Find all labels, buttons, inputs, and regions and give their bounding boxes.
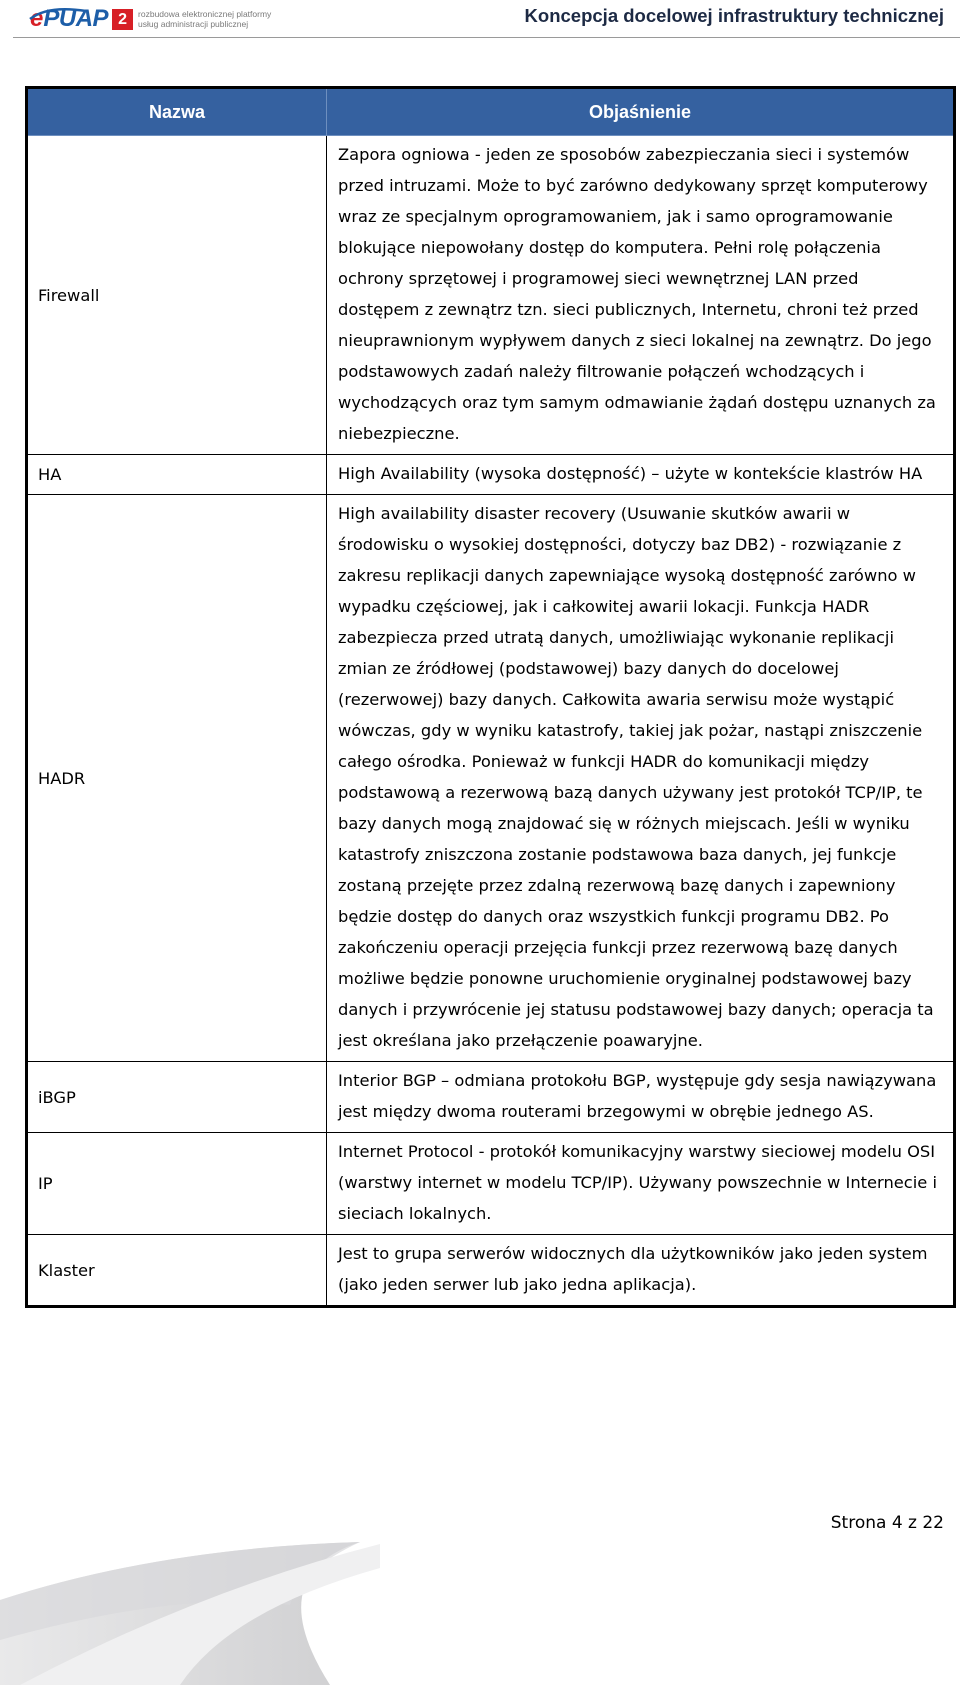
page-number: Strona 4 z 22 — [830, 1513, 944, 1533]
logo-badge: 2 — [112, 9, 133, 30]
table-row — [27, 1133, 955, 1235]
footer-swoosh-decoration — [0, 1530, 960, 1685]
table-row — [27, 1062, 955, 1133]
term-cell: iBGP — [27, 1062, 327, 1133]
definition-cell: Interior BGP – odmiana protokołu BGP, występuje gdy sesja nawiązywana jest między dwoma routerami brzegowymi w obrębie jednego AS. — [327, 1062, 955, 1133]
logo-swoosh-icon — [28, 7, 88, 21]
epuap2-logo — [30, 6, 271, 32]
table-header-row — [27, 88, 955, 136]
table-row — [27, 1235, 955, 1307]
document-title: Koncepcja docelowej infrastruktury technicznej — [524, 5, 944, 26]
definition-cell: Zapora ogniowa - jeden ze sposobów zabezpieczania sieci i systemów przed intruzami. Może to być zarówno dedykowany sprzęt komputerowy wraz ze specjalnym oprogramowaniem, jak i samo oprogramowanie blokujące niepowołany dostęp do komputera. Pełni rolę połączenia ochrony sprzętowej i programowej sieci wewnętrznej LAN przed dostępem z zewnątrz tzn. sieci publicznych, Internetu, chroni też przed nieuprawnionym wypływem danych z sieci lokalnej na zewnątrz. Do jego podstawowych zadań należy filtrowanie połączeń wchodzących i wychodzących oraz tym samym odmawianie żądań dostępu uznanych za niebezpieczne. — [327, 136, 955, 455]
logo-subtitle-line2: usług administracji publicznej — [138, 19, 249, 29]
definition-cell: Internet Protocol - protokół komunikacyjny warstwy sieciowej modelu OSI (warstwy internet w modelu TCP/IP). Używany powszechnie w Internecie i sieciach lokalnych. — [327, 1133, 955, 1235]
definition-cell: High availability disaster recovery (Usuwanie skutków awarii w środowisku o wysokiej dostępności, dotyczy baz DB2) - rozwiązanie z zakresu replikacji danych zapewniające wysoką dostępność zarówno w wypadku częściowej, jak i całkowitej awarii lokacji. Funkcja HADR zabezpiecza przed utratą danych, umożliwiając wykonanie replikacji zmian ze źródłowej (podstawowej) bazy danych do docelowej (rezerwowej) bazy danych. Całkowita awaria serwisu może wystąpić wówczas, gdy w wyniku katastrofy, takiej jak pożar, nastąpi zniszczenie całego ośrodka. Ponieważ w funkcji HADR do komunikacji między podstawową a rezerwową bazą danych używany jest protokół TCP/IP, te bazy danych mogą znajdować się w różnych miejscach. Jeśli w wyniku katastrofy zniszczona zostanie podstawowa baza danych, jej funkcje zostaną przejęte przez zdalną rezerwową bazę danych i zapewniony będzie dostęp do danych oraz wszystkich funkcji programu DB2. Po zakończeniu operacji przejęcia funkcji przez rezerwową bazę danych możliwe będzie ponowne uruchomienie oryginalnej podstawowej bazy danych i przywrócenie jej statusu podstawowej bazy danych; operacja ta jest określana jako przełączenie poawaryjne. — [327, 495, 955, 1062]
table-row — [27, 136, 955, 455]
column-header-name: Nazwa — [27, 88, 327, 136]
term-cell: Firewall — [27, 136, 327, 455]
logo-subtitle — [138, 9, 271, 29]
term-cell: Klaster — [27, 1235, 327, 1307]
logo-e: e — [30, 5, 44, 32]
term-cell: HA — [27, 455, 327, 495]
term-cell: IP — [27, 1133, 327, 1235]
logo-puap: PUAP — [43, 5, 109, 32]
definition-cell: Jest to grupa serwerów widocznych dla użytkowników jako jeden system (jako jeden serwer lub jako jedna aplikacja). — [327, 1235, 955, 1307]
logo-subtitle-line1: rozbudowa elektronicznej platformy — [138, 9, 272, 19]
page-header — [0, 0, 960, 40]
table-row — [27, 455, 955, 495]
table-row — [27, 495, 955, 1062]
header-divider — [13, 37, 960, 38]
definition-cell: High Availability (wysoka dostępność) – użyte w kontekście klastrów HA — [327, 455, 955, 495]
column-header-explanation: Objaśnienie — [327, 88, 955, 136]
glossary-table — [25, 86, 956, 1308]
term-cell: HADR — [27, 495, 327, 1062]
